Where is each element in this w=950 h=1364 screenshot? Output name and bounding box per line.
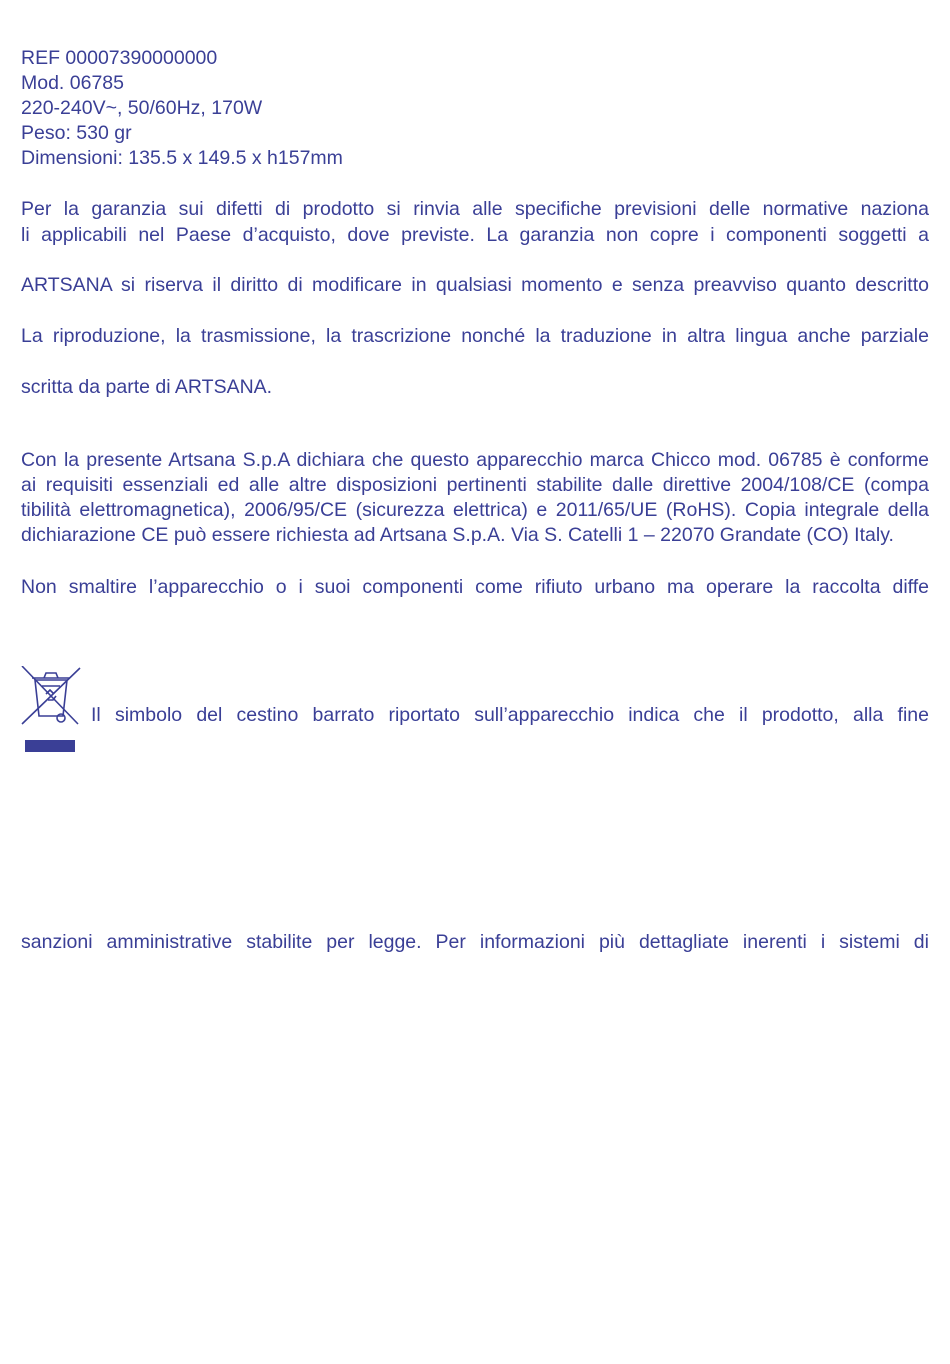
- declaration-line-4: dichiarazione CE può essere richiesta ad Artsana S.p.A. Via S. Catelli 1 – 22070 Grandate (CO) Italy.: [21, 524, 894, 546]
- spec-model: Mod. 06785: [21, 72, 124, 94]
- spec-dimensions: Dimensioni: 135.5 x 149.5 x h157mm: [21, 147, 343, 169]
- spec-power: 220-240V~, 50/60Hz, 170W: [21, 97, 263, 119]
- declaration-line-2: ai requisiti essenziali ed alle altre disposizioni pertinenti stabilite dalle direttive 2004/108/CE (compa: [21, 474, 929, 496]
- warranty-line-2: li applicabili nel Paese d’acquisto, dove previste. La garanzia non copre i componenti soggetti a: [21, 224, 929, 246]
- spec-weight: Peso: 530 gr: [21, 122, 132, 144]
- disposal-notice: Non smaltire l’apparecchio o i suoi componenti come rifiuto urbano ma operare la raccolta diffe: [21, 576, 929, 598]
- declaration-line-1: Con la presente Artsana S.p.A dichiara che questo apparecchio marca Chicco mod. 06785 è conforme: [21, 449, 929, 471]
- weee-symbol-text: Il simbolo del cestino barrato riportato sull’apparecchio indica che il prodotto, alla fine: [91, 704, 929, 726]
- rights-notice: ARTSANA si riserva il diritto di modificare in qualsiasi momento e senza preavviso quanto descritto: [21, 274, 929, 296]
- reproduction-line-2: scritta da parte di ARTSANA.: [21, 376, 273, 398]
- declaration-line-3: tibilità elettromagnetica), 2006/95/CE (sicurezza elettrica) e 2011/65/UE (RoHS). Copia integrale della: [21, 499, 929, 521]
- spec-ref: REF 00007390000000: [21, 47, 218, 69]
- reproduction-line-1: La riproduzione, la trasmissione, la trascrizione nonché la traduzione in altra lingua anche parziale: [21, 325, 929, 347]
- sanctions-notice: sanzioni amministrative stabilite per legge. Per informazioni più dettagliate inerenti i sistemi di: [21, 931, 929, 953]
- warranty-line-1: Per la garanzia sui difetti di prodotto si rinvia alle specifiche previsioni delle normative naziona: [21, 198, 929, 220]
- crossed-bin-icon: [20, 666, 82, 754]
